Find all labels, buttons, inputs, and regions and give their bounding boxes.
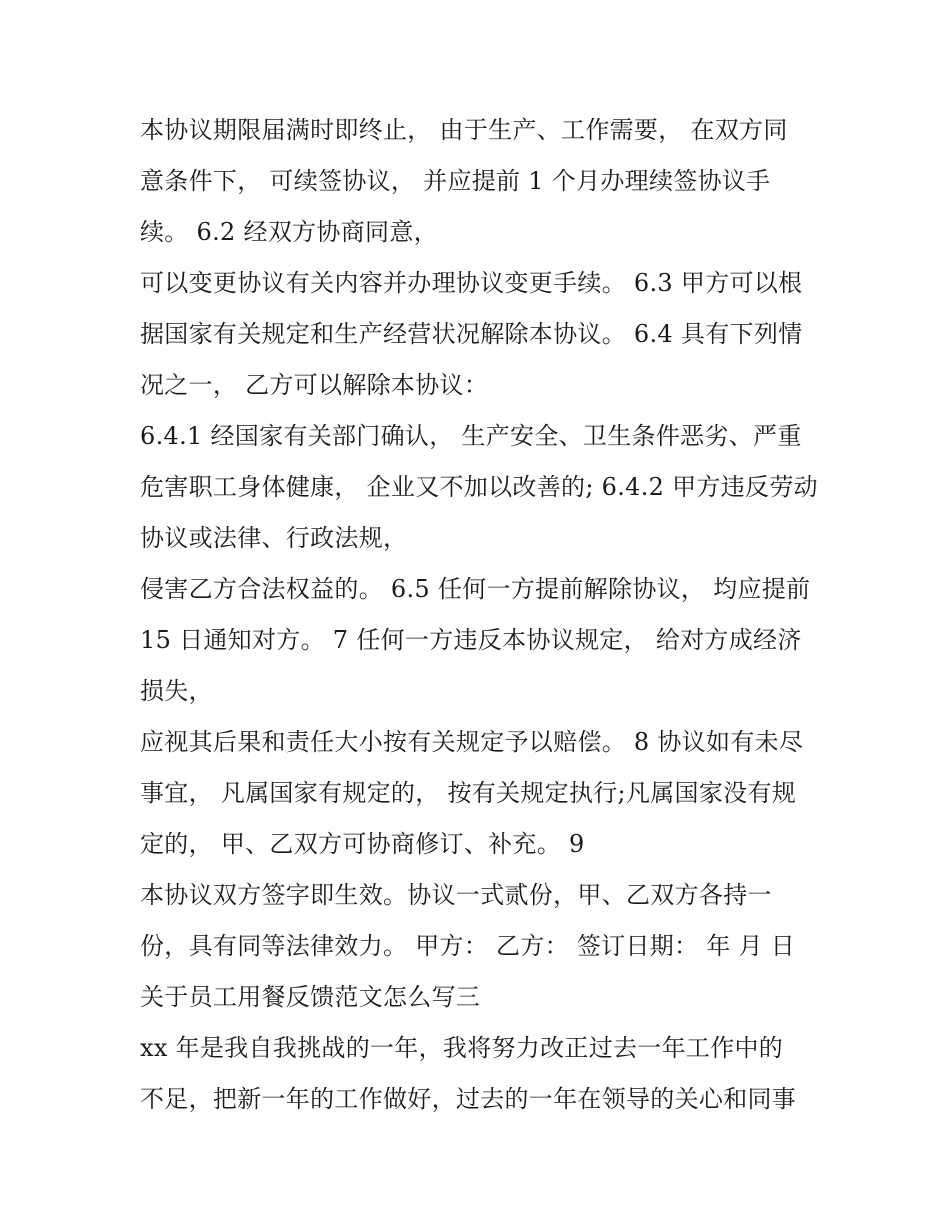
text-line: 危害职工身体健康， 企业又不加以改善的; 6.4.2 甲方违反劳动 [140,473,818,501]
text-line: 不足，把新一年的工作做好，过去的一年在领导的关心和同事 [140,1085,797,1113]
text-line: 据国家有关规定和生产经营状况解除本协议。 6.4 具有下列情 [140,320,803,348]
text-line: 事宜， 凡属国家有规定的， 按有关规定执行;凡属国家没有规 [140,779,797,807]
text-line: 份，具有同等法律效力。 甲方： 乙方： 签订日期： 年 月 日 [140,932,796,960]
text-line: 应视其后果和责任大小按有关规定予以赔偿。 8 协议如有未尽 [140,728,804,756]
text-line: 本协议双方签字即生效。协议一式贰份，甲、乙双方各持一 [140,881,772,909]
text-line: 15 日通知对方。 7 任何一方违反本协议规定， 给对方成经济 [140,626,802,654]
section-heading: 关于员工用餐反馈范文怎么写三 [140,983,481,1011]
text-line: 可以变更协议有关内容并办理协议变更手续。 6.3 甲方可以根 [140,269,803,297]
text-line: 损失， [140,677,213,705]
text-line: xx 年是我自我挑战的一年，我将努力改正过去一年工作中的 [140,1034,784,1062]
text-line: 本协议期限届满时即终止， 由于生产、工作需要， 在双方同 [140,116,788,144]
text-line: 况之一， 乙方可以解除本协议： [140,371,489,399]
text-line: 意条件下， 可续签协议， 并应提前 1 个月办理续签协议手 [140,167,771,195]
text-line: 协议或法律、行政法规， [140,524,408,552]
text-line: 续。 6.2 经双方协商同意， [140,218,438,246]
text-line: 6.4.1 经国家有关部门确认， 生产安全、卫生条件恶劣、严重 [140,422,802,450]
text-line: 定的， 甲、乙双方可协商修订、补充。 9 [140,830,585,858]
text-line: 侵害乙方合法权益的。 6.5 任何一方提前解除协议， 均应提前 [140,575,811,603]
